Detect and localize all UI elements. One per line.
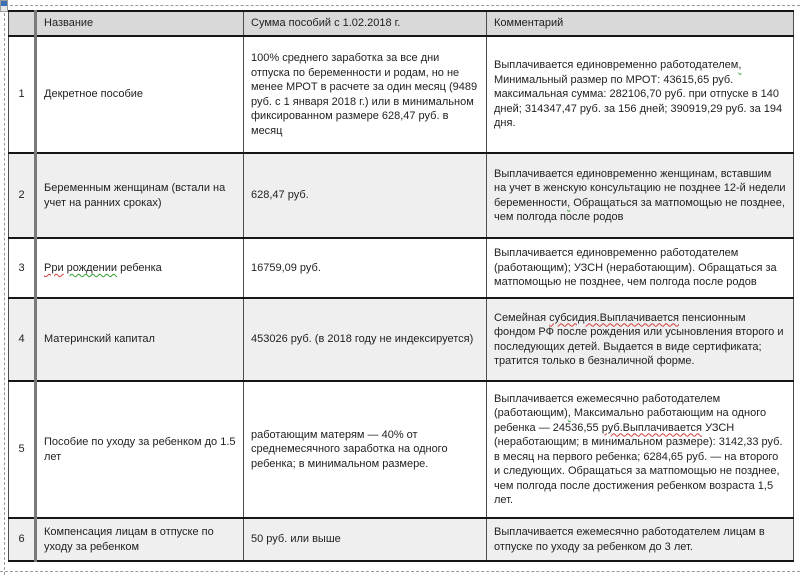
benefit-name-cell[interactable] (36, 238, 244, 298)
table-anchor-icon[interactable] (0, 0, 8, 12)
header-cell-comment[interactable]: Комментарий (487, 11, 794, 36)
benefit-sum-cell[interactable] (244, 298, 487, 381)
cell-text: 453026 руб. (в 2018 году не индексируется) (251, 333, 474, 346)
benefit-name-cell[interactable] (36, 518, 244, 561)
benefits-table (8, 10, 794, 562)
benefit-sum-cell[interactable] (244, 381, 487, 518)
cell-text: Выплачивается ежемесячно работодателем лицам в отпуске по уходу за ребенком до 3 лет. (494, 526, 765, 553)
text-boundary-bottom (0, 571, 800, 572)
table-row (9, 153, 794, 238)
header-row (9, 11, 794, 36)
table-row (9, 238, 794, 298)
text-boundary-left (4, 8, 5, 575)
cell-text: Выплачивается единовременно женщинам, вставшим на учет в женскую консультацию не позднее 12-й недели беременности (494, 167, 786, 209)
benefit-name-cell[interactable] (36, 381, 244, 518)
cell-text: Компенсация лицам в отпуске по уходу за ребенком (44, 526, 214, 553)
benefit-comment-cell[interactable] (487, 518, 794, 561)
proofing-marked-text: Рри (44, 261, 64, 274)
cell-text: Материнский капитал (44, 333, 155, 346)
table-row (9, 518, 794, 561)
table-row (9, 381, 794, 518)
row-number-cell[interactable]: 2 (9, 153, 36, 238)
benefit-sum-cell[interactable] (244, 238, 487, 298)
proofing-marked-text: руб.Выплачивается (601, 421, 703, 434)
cell-text: 628,47 руб. (251, 189, 309, 202)
cell-text: пенсионным фондом РФ после рождения или усыновления второго и последующих детей. Выдается в виде сертификата; тратится только в безналичной форме. (494, 311, 784, 367)
cell-text: Выплачивается единовременно работодателем (494, 59, 739, 72)
cell-text: Беременным женщинам (встали на учет на ранних сроках) (44, 182, 226, 209)
benefit-comment-cell[interactable] (487, 298, 794, 381)
benefit-comment-cell[interactable] (487, 153, 794, 238)
cell-text: УЗСН (неработающим; в минимальном размере): 3142,33 руб. в месяц на первого ребенка; 6284,65 руб. — на второго и следующих. Обращаться за матпомощью не позднее, чем полгода после достижения ребенком возраста 1,5 лет. (494, 421, 783, 506)
text-boundary-top (0, 5, 800, 6)
row-number-cell[interactable]: 3 (9, 238, 36, 298)
cell-text: работающим матерям — 40% от среднемесячного заработка на одного ребенка; в минимальном размере. (251, 428, 448, 470)
cell-text: Выплачивается единовременно работодателем (работающим); УЗСН (неработающим). Обращаться за матпомощью не позднее, чем полгода после родов (494, 247, 777, 289)
cell-text: 50 руб. или выше (251, 533, 341, 546)
table-header (9, 11, 794, 36)
benefit-comment-cell[interactable] (487, 238, 794, 298)
cell-text: Выплачивается ежемесячно работодателем (работающим) (494, 392, 721, 419)
benefit-sum-cell[interactable] (244, 518, 487, 561)
proofing-marked-text: субсидия.Выплачивается (549, 311, 679, 324)
cell-text: Максимально работающим на одного ребенка — 24536,55 (494, 407, 767, 434)
benefit-comment-cell[interactable] (487, 36, 794, 153)
cell-text: Обращаться за матпомощью не позднее, чем полгода после родов (494, 196, 785, 223)
header-cell-name[interactable]: Название (36, 11, 244, 36)
benefit-name-cell[interactable] (36, 298, 244, 381)
proofing-marked-text: , (567, 407, 571, 419)
header-cell-number[interactable] (9, 11, 36, 36)
benefit-sum-cell[interactable] (244, 36, 487, 153)
row-number-cell[interactable]: 4 (9, 298, 36, 381)
row-number-cell[interactable]: 5 (9, 381, 36, 518)
benefit-name-cell[interactable] (36, 153, 244, 238)
header-cell-sum[interactable]: Сумма пособий с 1.02.2018 г. (244, 11, 487, 36)
table-row (9, 298, 794, 381)
cell-text: Семейная (494, 311, 550, 324)
cell-text: ребенка (117, 261, 162, 274)
table-row (9, 36, 794, 153)
table-body (9, 36, 794, 561)
cell-text: 16759,09 руб. (251, 261, 321, 274)
proofing-marked-text: , (738, 59, 742, 72)
proofing-marked-text: рождении (66, 261, 118, 274)
cell-text: Минимальный размер по МРОТ: 43615,65 руб. максимальная сумма: 282106,70 руб. при отпуске в 140 дней; 314347,47 руб. за 156 дней; 390919,29 руб. за 194 дня. (494, 73, 783, 130)
cell-text: 100% среднего заработка за все дни отпуска по беременности и родам, но не менее МРОТ в расчете за один месяц (9489 руб. с 1 января 2018 г.) или в минимальном фиксированном размере 628,47 руб. в месяц (251, 52, 478, 137)
benefit-comment-cell[interactable] (487, 381, 794, 518)
proofing-marked-text: , (567, 196, 571, 209)
cell-text: Пособие по уходу за ребенком до 1.5 лет (44, 436, 236, 463)
benefit-name-cell[interactable] (36, 36, 244, 153)
row-number-cell[interactable]: 1 (9, 36, 36, 153)
row-number-cell[interactable]: 6 (9, 518, 36, 561)
benefit-sum-cell[interactable] (244, 153, 487, 238)
cell-text: Декретное пособие (44, 88, 144, 101)
